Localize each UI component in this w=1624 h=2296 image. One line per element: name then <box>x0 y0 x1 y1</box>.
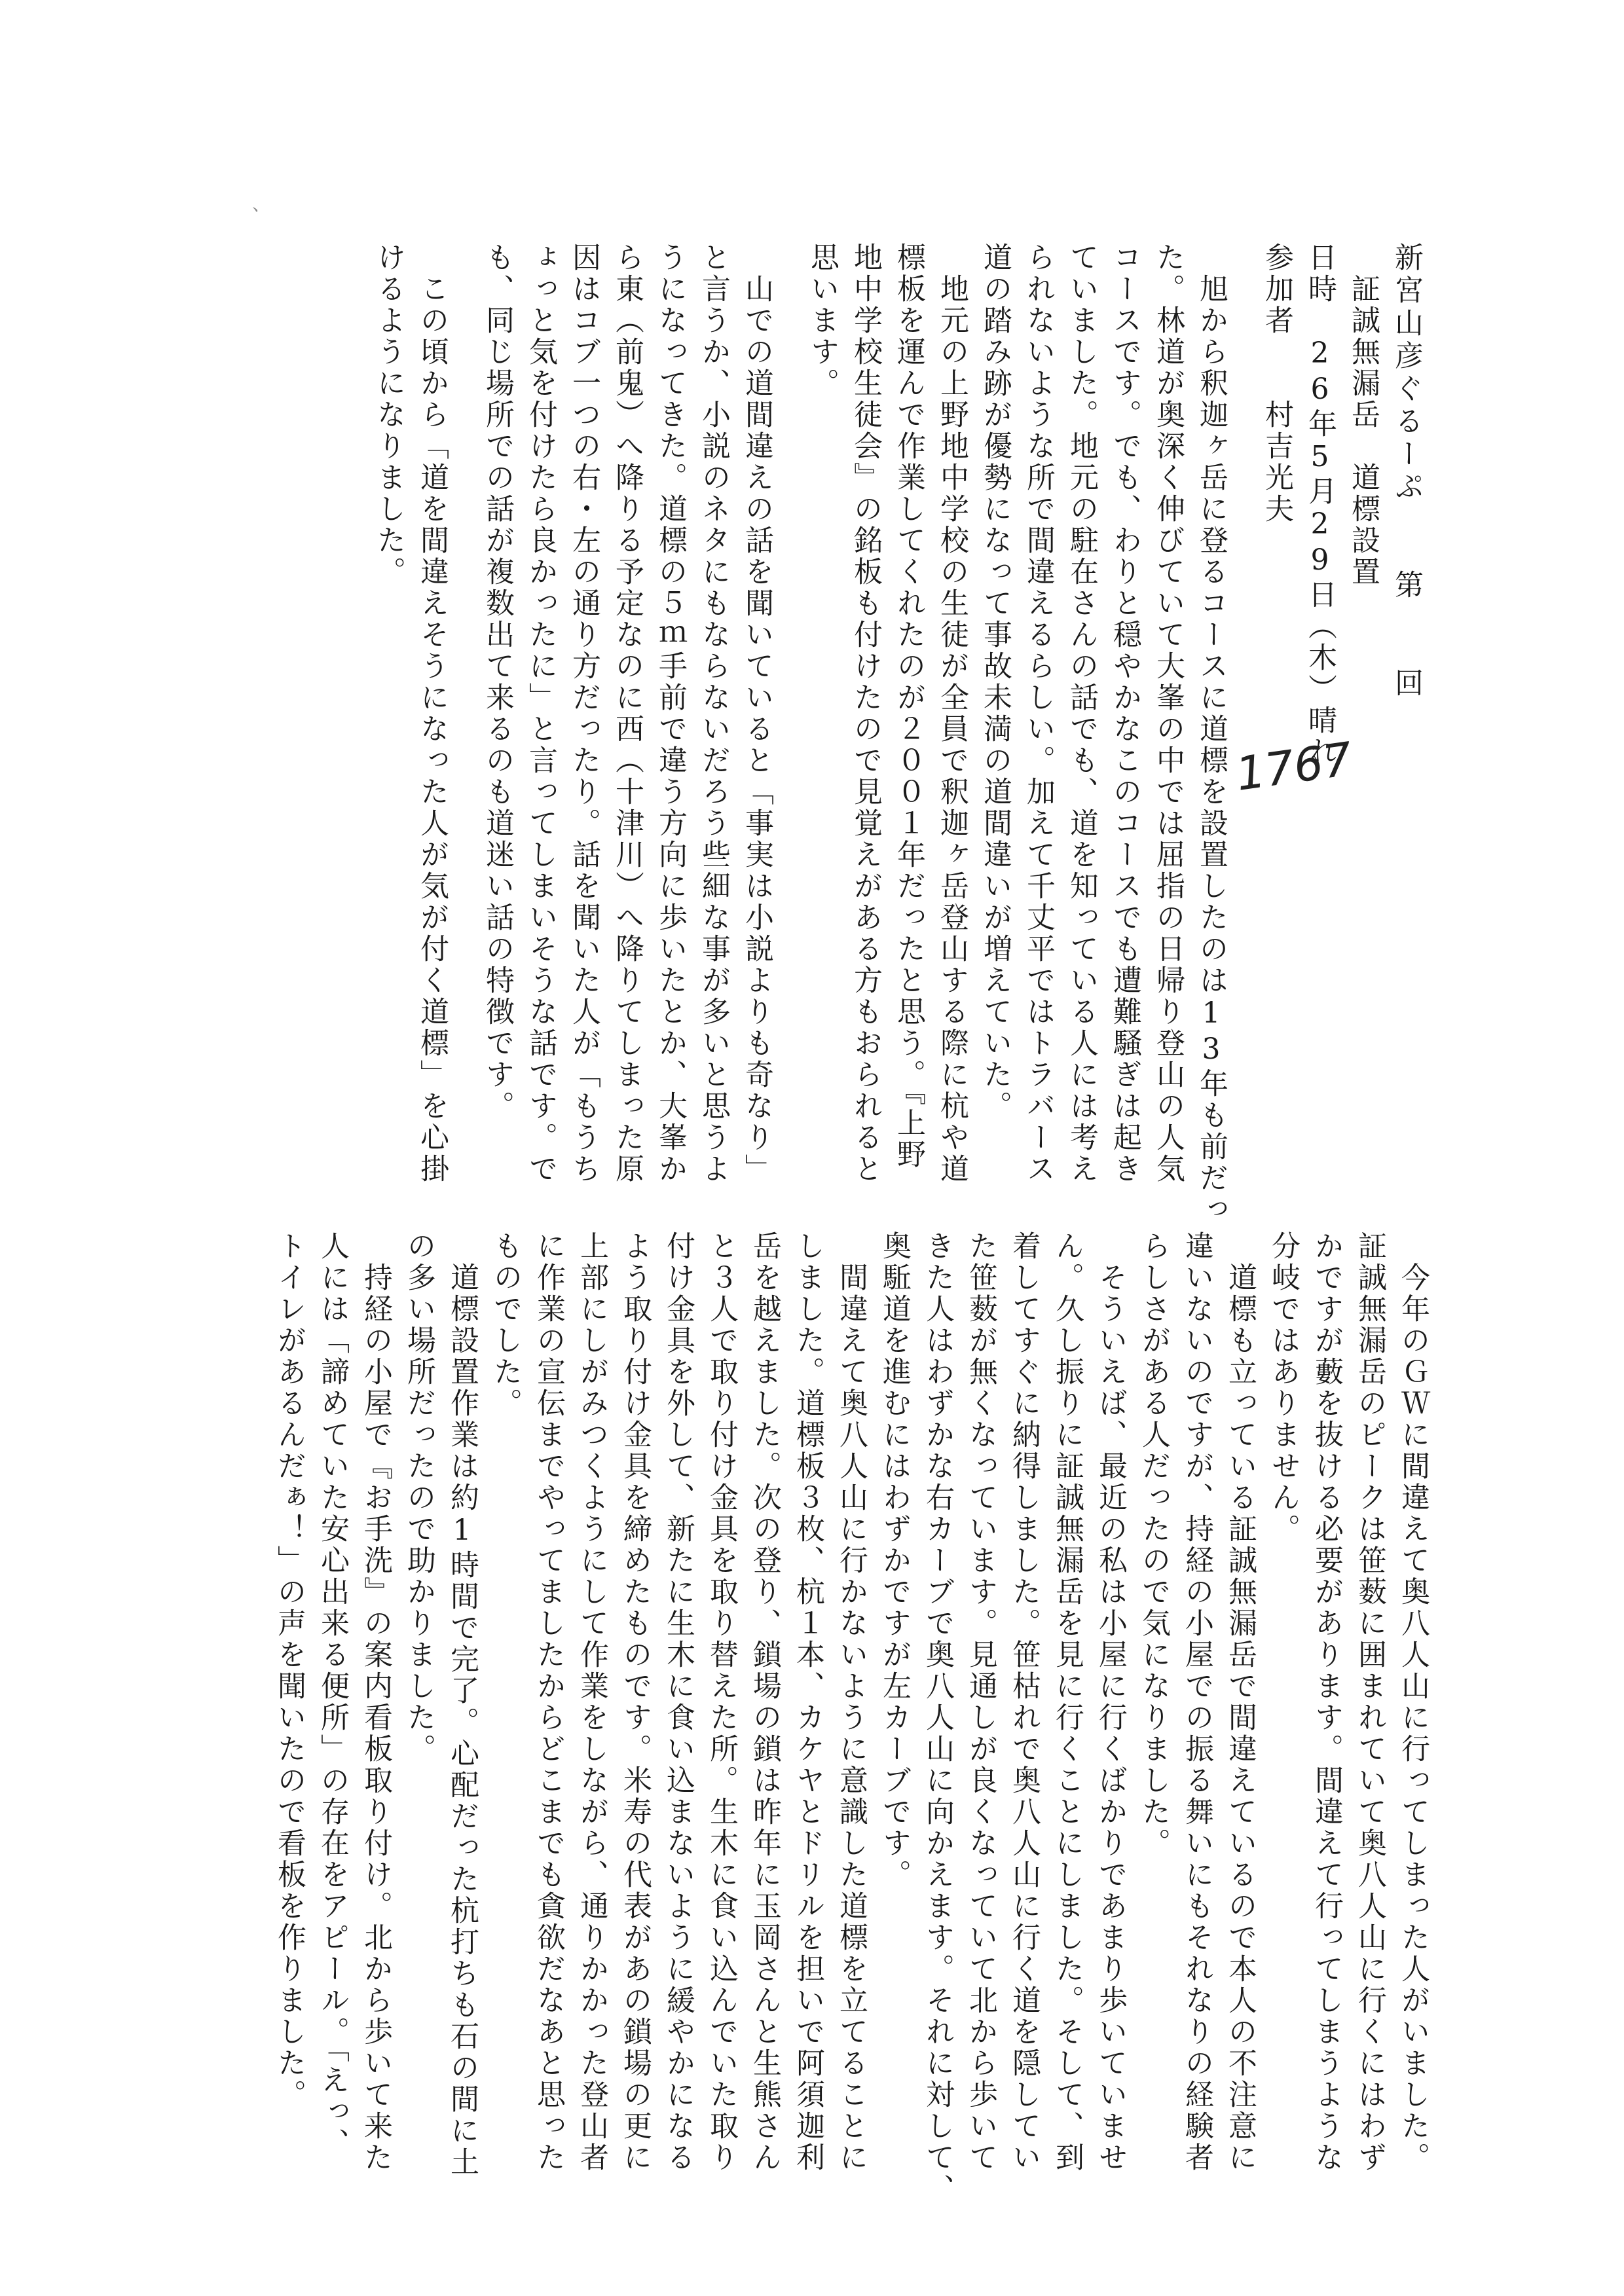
text-line: よう取り付け金具を締めたものです。米寿の代表があの鎖場の更に <box>618 1231 652 2174</box>
text-line: 旭から釈迦ヶ岳に登るコースに道標を設置したのは13年も前だっ <box>1194 242 1228 1226</box>
text-line: コースです。でも、わりと穏やかなこのコースでも遭難騒ぎは起き <box>1108 242 1141 1185</box>
text-line: 日時 26年5月29日（木）晴れ <box>1303 242 1337 768</box>
text-line: 道標設置作業は約1時間で完了。心配だった杭打ちも石の間に土 <box>445 1231 479 2178</box>
text-line: 思います。 <box>805 242 839 399</box>
text-line: そういえば、最近の私は小屋に行くばかりであまり歩いていませ <box>1094 1231 1127 2174</box>
text-line: 着してすぐに納得しました。笹枯れで奥八人山に行く道を隠してい <box>1007 1231 1041 2174</box>
text-line: も、同じ場所での話が複数出て来るのも道迷い話の特徴です。 <box>481 242 514 1122</box>
text-line: 地中学校生徒会』の銘板も付けたので見覚えがある方もおられると <box>849 242 882 1185</box>
text-line: 地元の上野地中学校の生徒が全員で釈迦ヶ岳登山する際に杭や道 <box>935 242 969 1185</box>
lower-text-block <box>72 1231 1434 2226</box>
text-line: 今年のＧＷに間違えて奥八人山に行ってしまった人がいました。 <box>1396 1231 1430 2174</box>
text-line: ものでした。 <box>489 1231 522 1419</box>
text-line: けるようになりました。 <box>372 242 405 588</box>
paragraph-gap <box>1232 242 1255 1211</box>
text-line: 道の踏み跡が優勢になって事故未満の道間違いが増えていた。 <box>978 242 1012 1122</box>
text-line: らしさがある人だったので気になりました。 <box>1137 1231 1170 1859</box>
paragraph-gap <box>453 242 475 1211</box>
text-line: しました。道標板３枚、杭１本、カケヤとドリルを担いで阿須迦利 <box>791 1231 824 2174</box>
text-line: トイレがあるんだぁ！」の声を聞いたので看板を作りました。 <box>272 1231 306 2111</box>
text-line: 証誠無漏岳 道標設置 <box>1346 242 1380 588</box>
text-line: 上部にしがみつくようにして作業をしながら、通りかかった登山者 <box>575 1231 608 2174</box>
text-line: 新宮山彦ぐるーぷ 第 回 <box>1390 242 1423 701</box>
text-line: 岳を越えました。次の登り、鎖場の鎖は昨年に玉岡さんと生熊さん <box>748 1231 781 2174</box>
upper-text-block <box>85 242 1428 1226</box>
text-line: の多い場所だったので助かりました。 <box>402 1231 435 1765</box>
text-line: 持経の小屋で『お手洗』の案内看板取り付け。北から歩いて来た <box>359 1231 392 2174</box>
text-line: 間違えて奥八人山に行かないように意識した道標を立てることに <box>834 1231 868 2174</box>
text-line: ん。久し振りに証誠無漏岳を見に行くことにしました。そして、到 <box>1050 1231 1084 2174</box>
handwritten-issue-number: 1767 <box>1232 732 1356 801</box>
text-line: と言うか、小説のネタにもならないだろう些細な事が多いと思うよ <box>697 242 730 1185</box>
text-line: た笹薮が無くなっています。見通しが良くなっていて北から歩いて <box>964 1231 997 2174</box>
text-line: 証誠無漏岳のピークは笹薮に囲まれていて奥八人山に行くにはわず <box>1353 1231 1386 2174</box>
text-line: きた人はわずかな右カーブで奥八人山に向かえます。それに対して、 <box>921 1231 954 2205</box>
margin-mark: 、 <box>252 193 271 215</box>
text-line: られないような所で間違えるらしい。加えて千丈平ではトラバース <box>1022 242 1055 1185</box>
text-line: うになってきた。道標の５ｍ手前で違う方向に歩いたとか、大峯か <box>654 242 687 1185</box>
text-line: 因はコブ一つの右・左の通り方だったり。話を聞いた人が「もうち <box>567 242 600 1185</box>
text-line: と３人で取り付け金具を取り替えた所。生木に食い込んでいた取り <box>705 1231 738 2174</box>
text-line: 付け金具を外して、新たに生木に食い込まないように緩やかになる <box>661 1231 695 2174</box>
text-line: 違いないのですが、持経の小屋での振る舞いにもそれなりの経験者 <box>1180 1231 1213 2174</box>
text-line: ょっと気を付けたら良かったに」と言ってしまいそうな話です。で <box>524 242 557 1185</box>
text-line: かですが藪を抜ける必要があります。間違えて行ってしまうような <box>1310 1231 1343 2174</box>
text-line: 山での道間違えの話を聞いていると「事実は小説よりも奇なり」 <box>740 242 773 1185</box>
text-line: ら東（前鬼）へ降りる予定なのに西（十津川）へ降りてしまった原 <box>610 242 644 1185</box>
text-line: この頃から「道を間違えそうになった人が気が付く道標」を心掛 <box>415 242 449 1185</box>
text-line: 分岐ではありません。 <box>1266 1231 1300 1545</box>
paragraph-gap <box>778 242 800 1211</box>
text-line: た。林道が奥深く伸びていて大峯の中では屈指の日帰り登山の人気 <box>1151 242 1185 1185</box>
text-line: 奥駈道を進むにはわずかですが左カーブです。 <box>877 1231 911 1891</box>
text-line: に作業の宣伝までやってましたからどこまでも貪欲だなあと思った <box>532 1231 565 2174</box>
text-line: 参加者 村吉光夫 <box>1260 242 1293 525</box>
text-line: 道標も立っている証誠無漏岳で間違えているので本人の不注意に <box>1223 1231 1257 2174</box>
text-line: 人には「諦めていた安心出来る便所」の存在をアピール。「えっ、 <box>316 1231 349 2159</box>
text-line: ていました。地元の駐在さんの話でも、道を知っている人には考え <box>1065 242 1098 1185</box>
text-line: 標板を運んで作業してくれたのが２００１年だったと思う。『上野 <box>892 242 925 1171</box>
